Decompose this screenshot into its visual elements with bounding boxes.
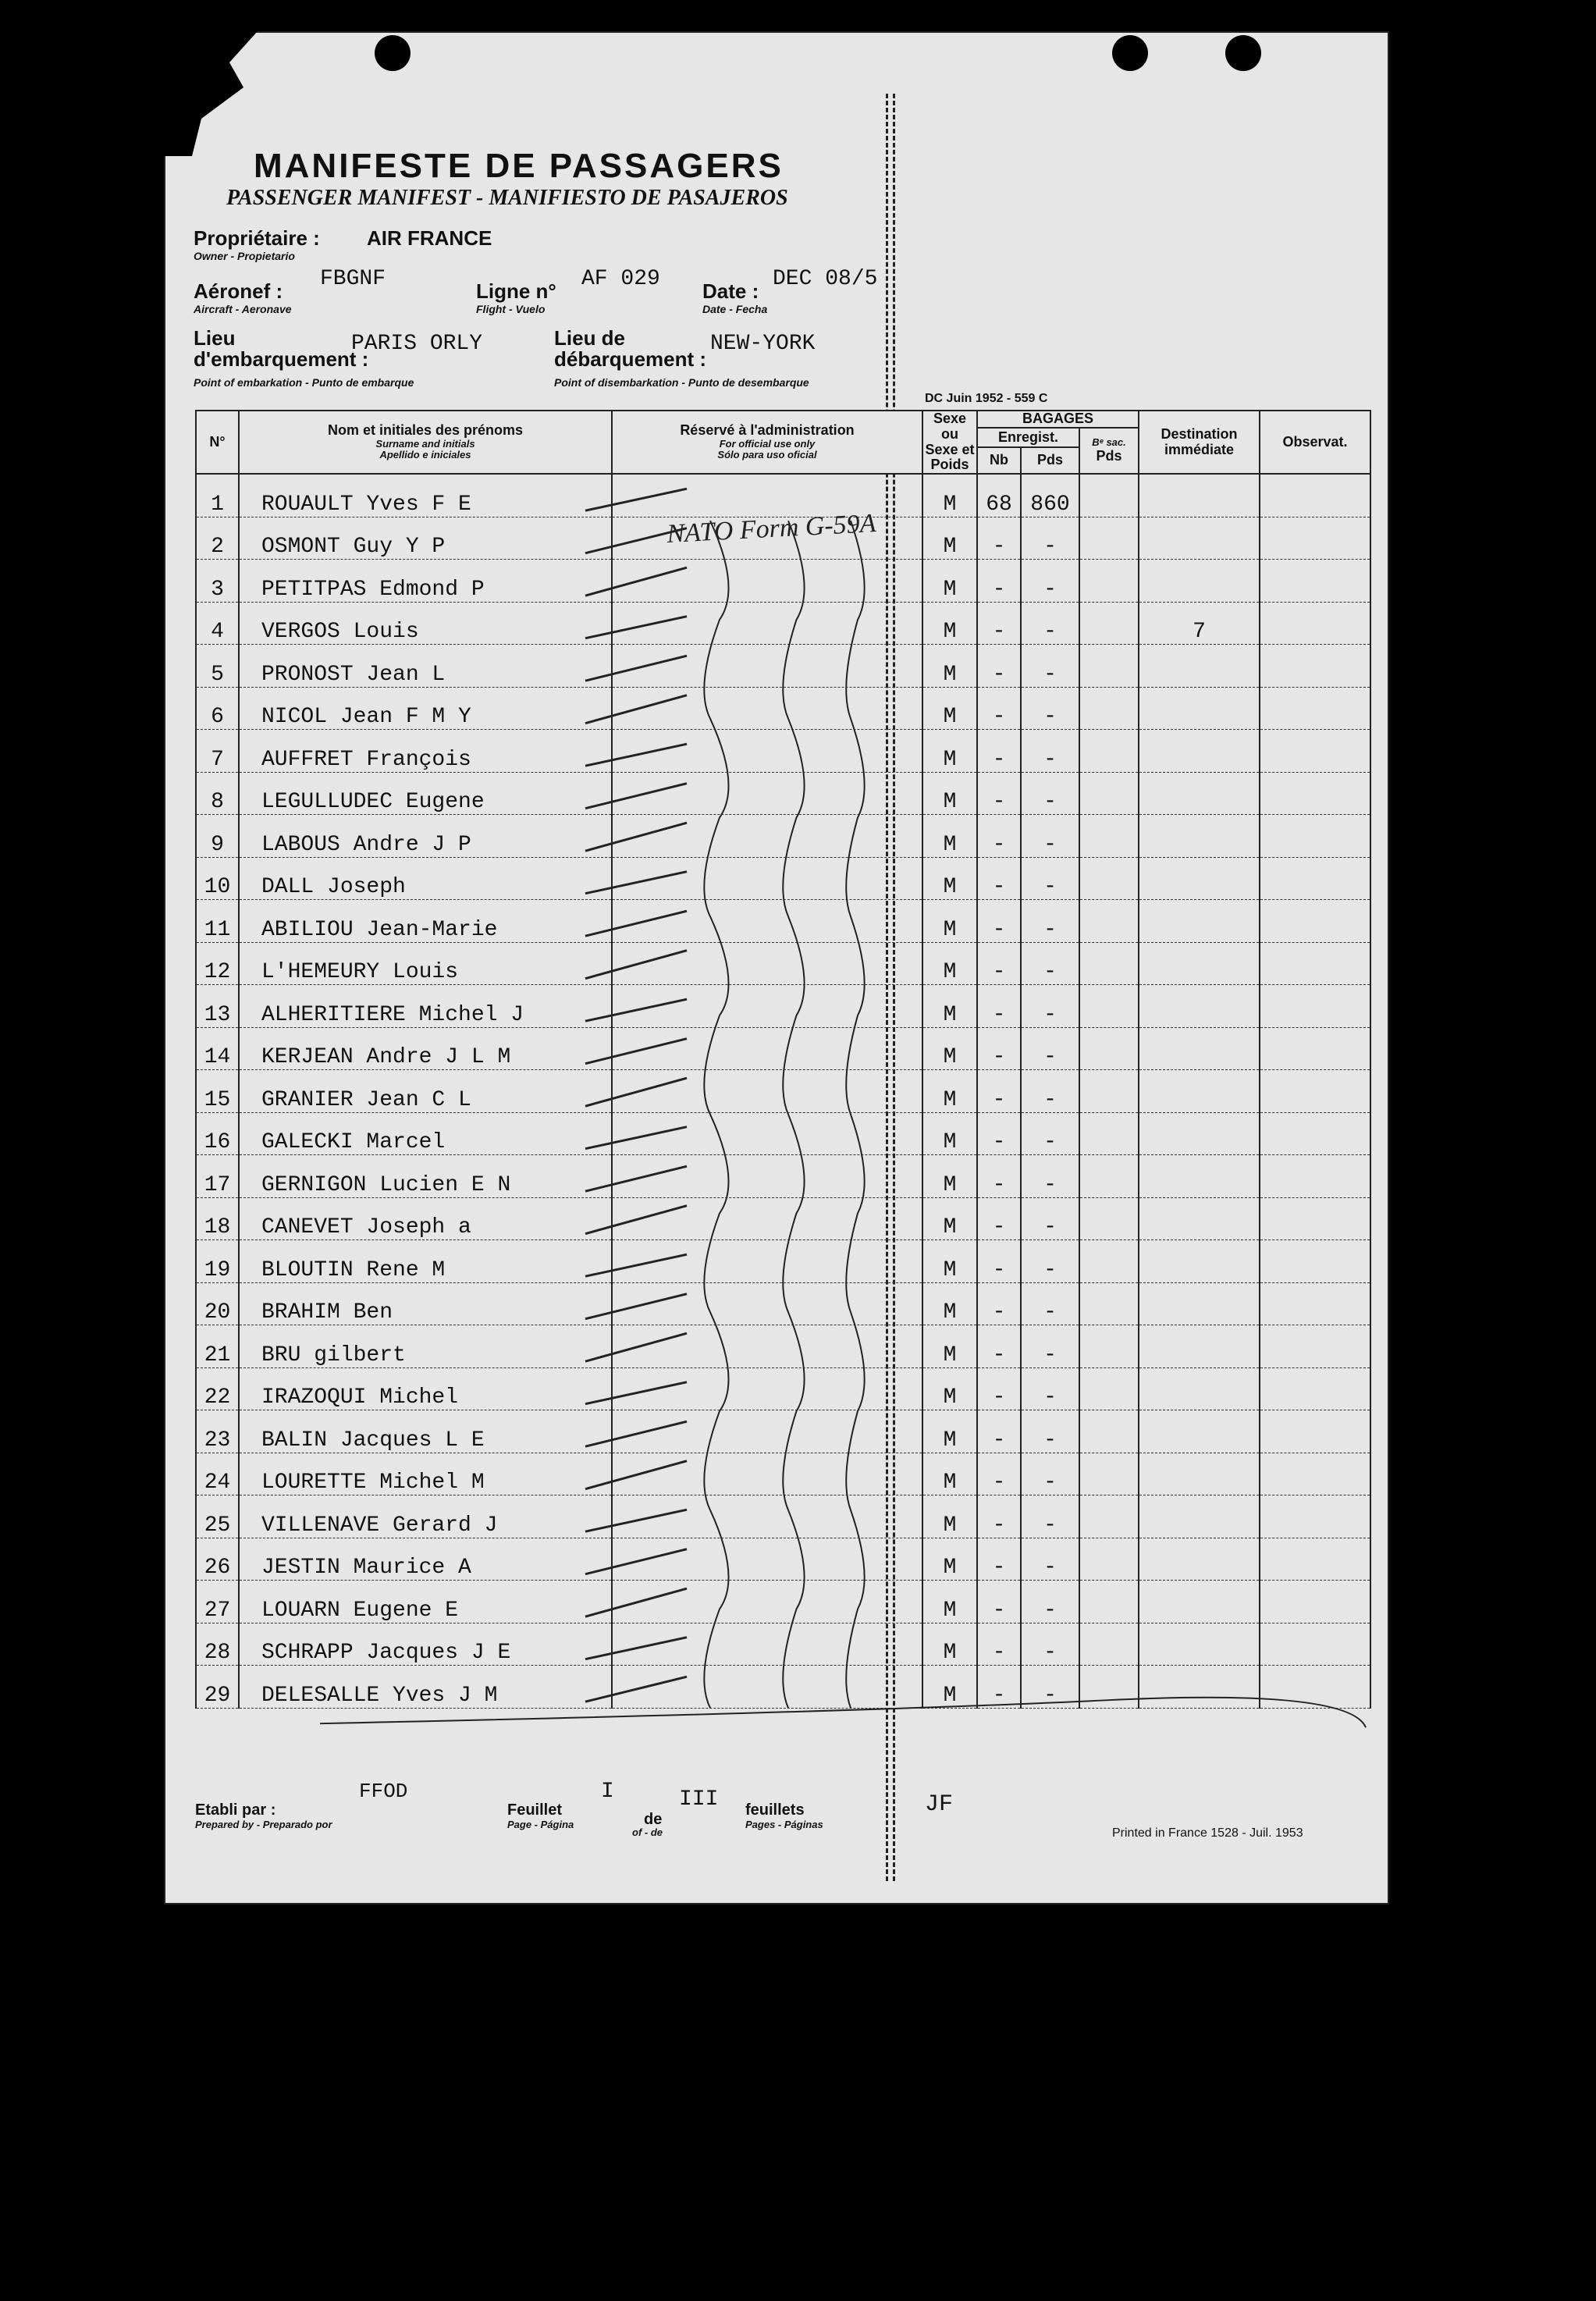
passenger-sex: M — [922, 985, 977, 1028]
col-admin-en: For official use only — [719, 438, 816, 450]
pen-tick — [585, 1677, 687, 1702]
baggage-weight: - — [1021, 900, 1079, 943]
pen-tick — [585, 1333, 687, 1361]
sheet-value: I — [601, 1780, 614, 1804]
passenger-sex: M — [922, 602, 977, 645]
passenger-name: IRAZOQUI Michel — [239, 1367, 612, 1410]
pen-tick — [585, 489, 687, 510]
of-sub: of - de — [632, 1826, 663, 1838]
baggage-weight: - — [1021, 815, 1079, 858]
baggage-weight: - — [1021, 1666, 1079, 1709]
col-admin-fr: Réservé à l'administration — [680, 422, 855, 439]
sheet-label: Feuillet — [507, 1801, 563, 1819]
pen-tick — [585, 951, 687, 979]
pen-tick — [585, 1510, 687, 1531]
passenger-name: JESTIN Maurice A — [239, 1538, 612, 1581]
passenger-sex: M — [922, 900, 977, 943]
col-name-en: Surname and initials — [375, 438, 475, 450]
passenger-sex: M — [922, 815, 977, 858]
admin-note: NATO Form G-59A — [666, 509, 877, 549]
passenger-number: 24 — [196, 1453, 239, 1495]
passenger-name: OSMONT Guy Y P — [239, 517, 612, 560]
passenger-sex: M — [922, 1495, 977, 1538]
passenger-name: LABOUS Andre J P — [239, 815, 612, 858]
col-extra-label: Bᵉ sac. — [1092, 436, 1126, 449]
passenger-name: DELESALLE Yves J M — [239, 1666, 612, 1709]
passenger-number: 15 — [196, 1070, 239, 1113]
passenger-name: DALL Joseph — [239, 857, 612, 900]
baggage-weight: - — [1021, 1581, 1079, 1624]
baggage-weight: - — [1021, 1282, 1079, 1325]
passenger-number: 21 — [196, 1325, 239, 1368]
col-sex: Sexe ou Sexe et Poids — [922, 411, 977, 474]
baggage-weight: - — [1021, 985, 1079, 1028]
page-title: MANIFESTE DE PASSAGERS — [254, 147, 784, 185]
passenger-number: 2 — [196, 517, 239, 560]
col-pds: Pds — [1021, 447, 1079, 474]
baggage-weight: - — [1021, 942, 1079, 985]
passenger-name: NICOL Jean F M Y — [239, 687, 612, 730]
pen-tick — [585, 744, 687, 766]
passenger-number: 8 — [196, 772, 239, 815]
passenger-number: 9 — [196, 815, 239, 858]
baggage-weight: - — [1021, 560, 1079, 603]
page-subtitle: PASSENGER MANIFEST - MANIFIESTO DE PASAJEROS — [226, 186, 788, 210]
pen-tick — [585, 1638, 687, 1659]
passenger-sex: M — [922, 1623, 977, 1666]
col-baggage: BAGAGES — [977, 411, 1139, 428]
owner-value: AIR FRANCE — [367, 226, 492, 250]
passenger-number: 25 — [196, 1495, 239, 1538]
passenger-sex: M — [922, 645, 977, 688]
baggage-weight: - — [1021, 1453, 1079, 1495]
baggage-count: - — [977, 517, 1021, 560]
sheets-label: feuillets — [745, 1801, 805, 1819]
flight-sub: Flight - Vuelo — [476, 303, 546, 315]
passenger-sex: M — [922, 1410, 977, 1453]
destination: 7 — [1139, 602, 1260, 645]
passenger-sex: M — [922, 1240, 977, 1283]
pen-tick — [585, 1127, 687, 1149]
passenger-name: BRU gilbert — [239, 1325, 612, 1368]
sheets-sub: Pages - Páginas — [745, 1819, 823, 1830]
passenger-name: BLOUTIN Rene M — [239, 1240, 612, 1283]
baggage-count: - — [977, 1367, 1021, 1410]
passenger-number: 5 — [196, 645, 239, 688]
pen-closing-line — [320, 1698, 1366, 1727]
passenger-number: 16 — [196, 1112, 239, 1155]
baggage-weight: - — [1021, 772, 1079, 815]
embark-sub: Point of embarkation - Punto de embarque — [194, 376, 414, 389]
passenger-name: PETITPAS Edmond P — [239, 560, 612, 603]
passenger-number: 1 — [196, 474, 239, 517]
pen-tick — [585, 617, 687, 638]
pen-tick — [585, 567, 687, 596]
owner-label: Propriétaire : — [194, 226, 320, 250]
col-registered: Enregist. — [977, 428, 1079, 447]
baggage-weight: - — [1021, 1623, 1079, 1666]
baggage-count: - — [977, 730, 1021, 773]
passenger-sex: M — [922, 1538, 977, 1581]
aircraft-label: Aéronef : — [194, 279, 283, 303]
passenger-name: VERGOS Louis — [239, 602, 612, 645]
passenger-sex: M — [922, 1070, 977, 1113]
passenger-number: 28 — [196, 1623, 239, 1666]
baggage-count: - — [977, 687, 1021, 730]
baggage-weight: - — [1021, 602, 1079, 645]
passenger-name: PRONOST Jean L — [239, 645, 612, 688]
passenger-number: 23 — [196, 1410, 239, 1453]
baggage-count: - — [977, 1325, 1021, 1368]
baggage-count: - — [977, 942, 1021, 985]
passenger-name: SCHRAPP Jacques J E — [239, 1623, 612, 1666]
disembark-value: NEW-YORK — [710, 332, 816, 356]
passenger-sex: M — [922, 1027, 977, 1070]
passenger-sex: M — [922, 517, 977, 560]
date-label: Date : — [702, 279, 759, 303]
baggage-count: - — [977, 985, 1021, 1028]
passenger-name: CANEVET Joseph a — [239, 1197, 612, 1240]
passenger-number: 26 — [196, 1538, 239, 1581]
baggage-weight: - — [1021, 857, 1079, 900]
baggage-weight: - — [1021, 687, 1079, 730]
baggage-weight: - — [1021, 1155, 1079, 1198]
passenger-name: BALIN Jacques L E — [239, 1410, 612, 1453]
passenger-sex: M — [922, 1453, 977, 1495]
prepared-value: FFOD — [359, 1780, 408, 1803]
embark-value: PARIS ORLY — [351, 332, 483, 356]
pen-wave — [846, 521, 864, 1708]
embark-label-2: d'embarquement : — [194, 347, 369, 371]
pen-tick — [585, 695, 687, 724]
baggage-count: - — [977, 1581, 1021, 1624]
passenger-sex: M — [922, 1197, 977, 1240]
passenger-name: L'HEMEURY Louis — [239, 942, 612, 985]
passenger-number: 6 — [196, 687, 239, 730]
initials: JF — [925, 1791, 954, 1818]
date-sub: Date - Fecha — [702, 303, 768, 315]
passenger-number: 19 — [196, 1240, 239, 1283]
baggage-count: - — [977, 560, 1021, 603]
baggage-count: - — [977, 857, 1021, 900]
embark-label-1: Lieu — [194, 326, 236, 350]
baggage-count: - — [977, 602, 1021, 645]
pen-tick — [585, 872, 687, 894]
passenger-sex: M — [922, 1367, 977, 1410]
passenger-sex: M — [922, 1581, 977, 1624]
baggage-count: - — [977, 900, 1021, 943]
pen-tick — [585, 1421, 687, 1446]
passenger-number: 11 — [196, 900, 239, 943]
baggage-count: - — [977, 1240, 1021, 1283]
pen-tick — [585, 1166, 687, 1191]
passenger-sex: M — [922, 730, 977, 773]
col-extra-pds: Pds — [1096, 447, 1122, 464]
baggage-weight: 860 — [1021, 474, 1079, 517]
baggage-count: - — [977, 645, 1021, 688]
baggage-weight: - — [1021, 1410, 1079, 1453]
baggage-weight: - — [1021, 1495, 1079, 1538]
baggage-count: - — [977, 1538, 1021, 1581]
baggage-count: - — [977, 1155, 1021, 1198]
baggage-weight: - — [1021, 1112, 1079, 1155]
baggage-weight: - — [1021, 1197, 1079, 1240]
aircraft-sub: Aircraft - Aeronave — [194, 303, 292, 315]
pen-tick — [585, 1254, 687, 1276]
baggage-count: - — [977, 1282, 1021, 1325]
aircraft-value: FBGNF — [320, 267, 386, 291]
flight-value: AF 029 — [581, 267, 660, 291]
baggage-count: - — [977, 1070, 1021, 1113]
passenger-sex: M — [922, 560, 977, 603]
passenger-sex: M — [922, 772, 977, 815]
disembark-label-2: débarquement : — [554, 347, 707, 371]
baggage-weight: - — [1021, 645, 1079, 688]
passenger-number: 7 — [196, 730, 239, 773]
disembark-sub: Point of disembarkation - Punto de desembarque — [554, 376, 809, 389]
col-observations: Observat. — [1260, 411, 1370, 474]
baggage-count: - — [977, 1666, 1021, 1709]
pen-tick — [585, 1078, 687, 1106]
baggage-weight: - — [1021, 517, 1079, 560]
passenger-number: 18 — [196, 1197, 239, 1240]
baggage-count: - — [977, 1410, 1021, 1453]
baggage-count: 68 — [977, 474, 1021, 517]
pen-tick — [585, 784, 687, 809]
pen-tick — [585, 823, 687, 851]
baggage-count: - — [977, 1197, 1021, 1240]
passenger-sex: M — [922, 687, 977, 730]
of-label: de — [644, 1811, 663, 1828]
passenger-number: 22 — [196, 1367, 239, 1410]
passenger-name: ROUAULT Yves F E — [239, 474, 612, 517]
col-name-es: Apellido e iniciales — [379, 449, 471, 461]
owner-sub: Owner - Propietario — [194, 250, 295, 262]
printed-note: Printed in France 1528 - Juil. 1953 — [1112, 1826, 1303, 1840]
baggage-count: - — [977, 1495, 1021, 1538]
passenger-sex: M — [922, 1282, 977, 1325]
baggage-weight: - — [1021, 1367, 1079, 1410]
handwriting-overlay — [164, 31, 1389, 1904]
col-no: N° — [196, 411, 239, 474]
baggage-count: - — [977, 815, 1021, 858]
passenger-number: 10 — [196, 857, 239, 900]
of-value: III — [679, 1787, 719, 1812]
passenger-name: ABILIOU Jean-Marie — [239, 900, 612, 943]
passenger-name: ALHERITIERE Michel J — [239, 985, 612, 1028]
pen-wave — [783, 521, 804, 1708]
disembark-label-1: Lieu de — [554, 326, 626, 350]
baggage-weight: - — [1021, 1070, 1079, 1113]
pen-tick — [585, 1588, 687, 1616]
baggage-count: - — [977, 1112, 1021, 1155]
pen-tick — [585, 1549, 687, 1574]
baggage-count: - — [977, 772, 1021, 815]
pen-wave — [704, 521, 728, 1708]
sheet-sub: Page - Página — [507, 1819, 574, 1830]
passenger-name: BRAHIM Ben — [239, 1282, 612, 1325]
pen-strokes — [320, 489, 1366, 1727]
pen-tick — [585, 1461, 687, 1489]
date-value: DEC 08/5 — [773, 267, 878, 291]
pen-tick — [585, 911, 687, 936]
baggage-weight: - — [1021, 1027, 1079, 1070]
passenger-name: GRANIER Jean C L — [239, 1070, 612, 1113]
baggage-count: - — [977, 1453, 1021, 1495]
passenger-number: 14 — [196, 1027, 239, 1070]
col-destination: Destination immédiate — [1139, 411, 1260, 474]
passenger-name: LOURETTE Michel M — [239, 1453, 612, 1495]
passenger-number: 27 — [196, 1581, 239, 1624]
baggage-weight: - — [1021, 1538, 1079, 1581]
passenger-name: GALECKI Marcel — [239, 1112, 612, 1155]
col-nb: Nb — [977, 447, 1021, 474]
passenger-number: 20 — [196, 1282, 239, 1325]
passenger-number: 12 — [196, 942, 239, 985]
pen-tick — [585, 1206, 687, 1234]
passenger-sex: M — [922, 1325, 977, 1368]
passenger-sex: M — [922, 1666, 977, 1709]
passenger-number: 17 — [196, 1155, 239, 1198]
passenger-sex: M — [922, 857, 977, 900]
passenger-sex: M — [922, 474, 977, 517]
passenger-number: 13 — [196, 985, 239, 1028]
pen-tick — [585, 999, 687, 1021]
passenger-name: GERNIGON Lucien E N — [239, 1155, 612, 1198]
manifest-sheet — [164, 31, 1389, 1904]
passenger-number: 29 — [196, 1666, 239, 1709]
form-code: DC Juin 1952 - 559 C — [925, 392, 1048, 405]
prepared-sub: Prepared by - Preparado por — [195, 1819, 332, 1830]
passenger-name: VILLENAVE Gerard J — [239, 1495, 612, 1538]
passenger-name: LEGULLUDEC Eugene — [239, 772, 612, 815]
pen-tick — [585, 1039, 687, 1064]
passenger-sex: M — [922, 1112, 977, 1155]
passenger-number: 4 — [196, 602, 239, 645]
col-name-fr: Nom et initiales des prénoms — [327, 422, 524, 439]
passenger-name: LOUARN Eugene E — [239, 1581, 612, 1624]
pen-tick — [585, 1382, 687, 1404]
flight-label: Ligne n° — [476, 279, 556, 303]
passenger-name: KERJEAN Andre J L M — [239, 1027, 612, 1070]
baggage-weight: - — [1021, 730, 1079, 773]
baggage-weight: - — [1021, 1325, 1079, 1368]
col-admin-es: Sólo para uso oficial — [717, 449, 817, 461]
baggage-weight: - — [1021, 1240, 1079, 1283]
passenger-number: 3 — [196, 560, 239, 603]
passenger-name: AUFFRET François — [239, 730, 612, 773]
baggage-count: - — [977, 1027, 1021, 1070]
prepared-label: Etabli par : — [195, 1801, 276, 1819]
passenger-sex: M — [922, 942, 977, 985]
pen-tick — [585, 656, 687, 681]
pen-tick — [585, 1294, 687, 1319]
baggage-count: - — [977, 1623, 1021, 1666]
passenger-sex: M — [922, 1155, 977, 1198]
